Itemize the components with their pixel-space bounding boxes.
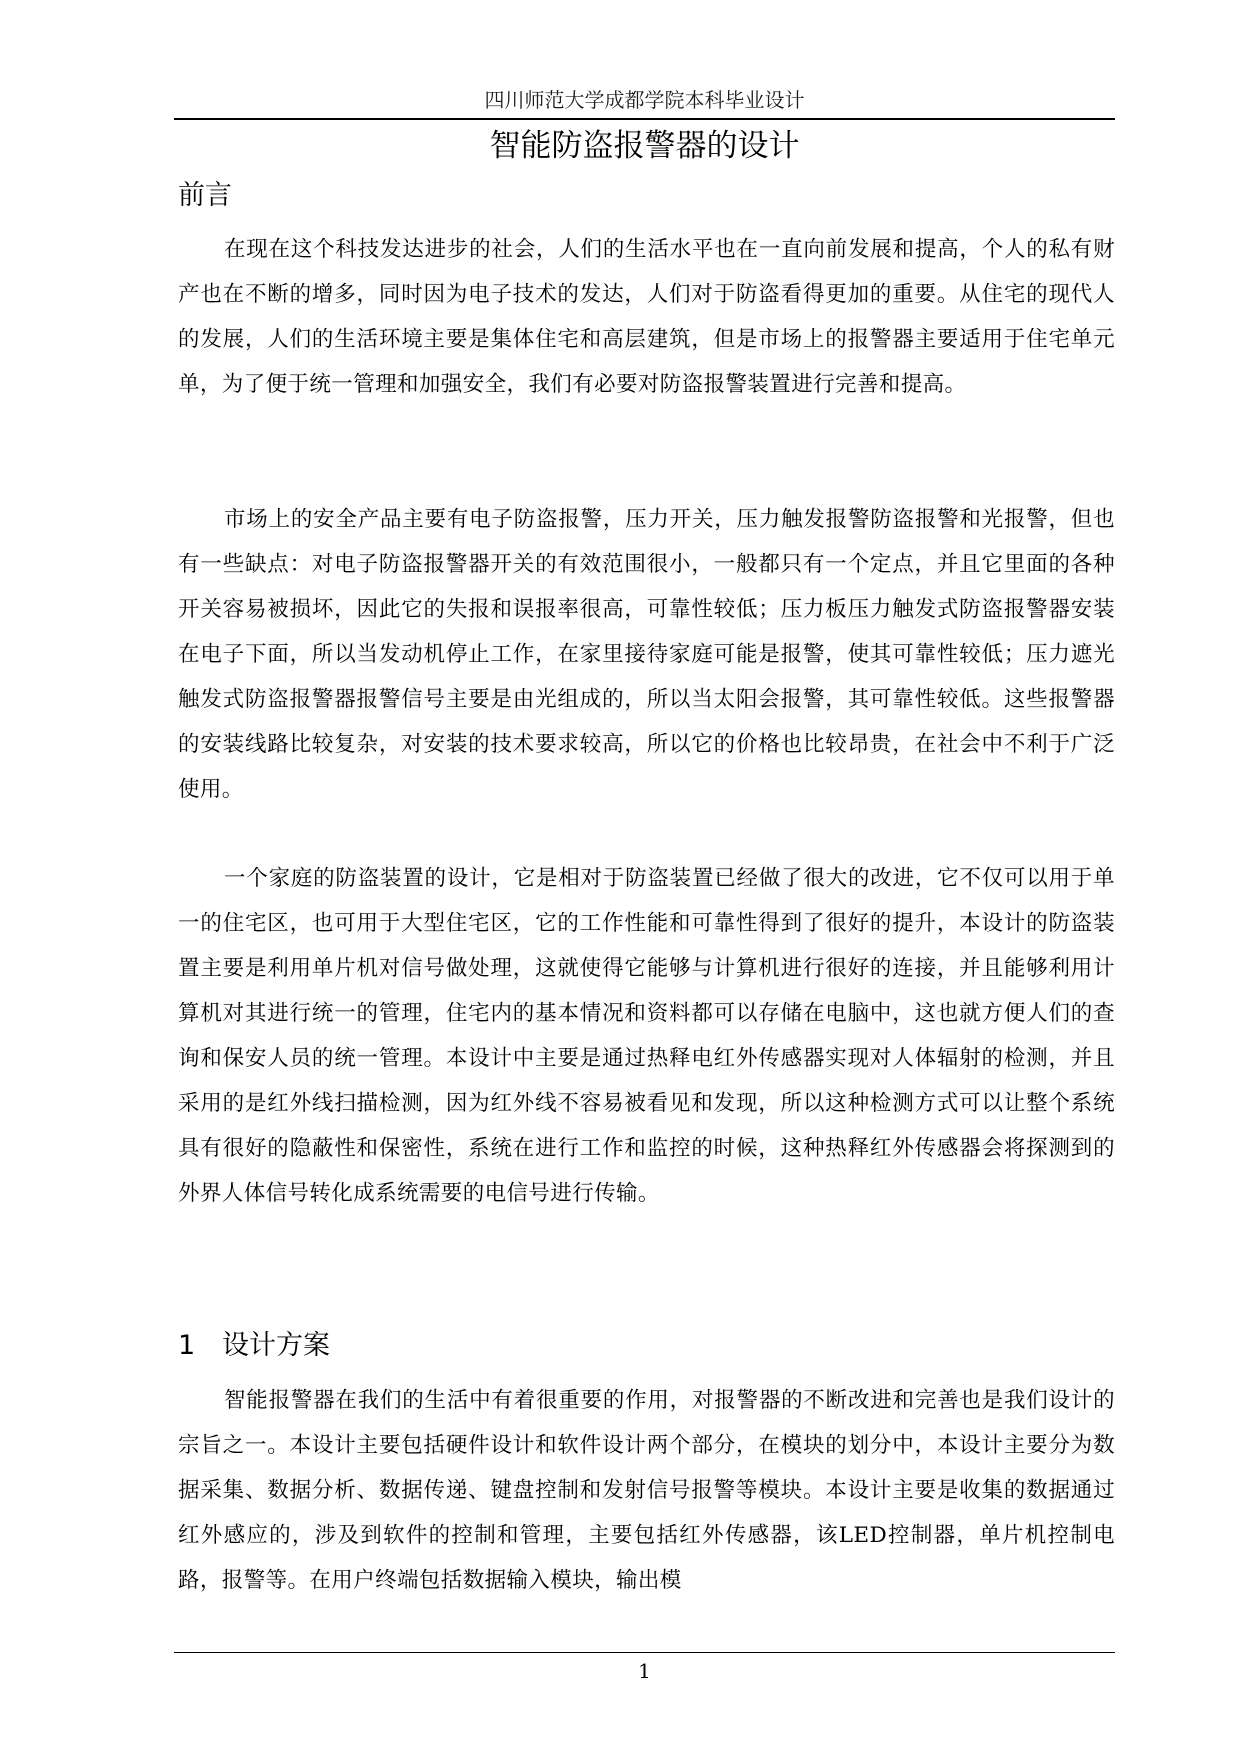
paragraph: 智能报警器在我们的生活中有着很重要的作用，对报警器的不断改进和完善也是我们设计的宗旨之一。本设计主要包括硬件设计和软件设计两个部分，在模块的划分中，本设计主要分为数据采集、数据分析、数据传递、键盘控制和发射信号报警等模块。本设计主要是收集的数据通过红外感应的，涉及到软件的控制和管理，主要包括红外传感器，该LED控制器，单片机控制电路，报警等。在用户终端包括数据输入模块，输出模 [178, 1388, 1115, 1593]
section-heading-text: 设计方案 [222, 1330, 330, 1361]
running-header: 四川师范大学成都学院本科毕业设计 [484, 88, 805, 112]
header-rule [174, 118, 1115, 120]
section-heading-text: 前言 [178, 180, 232, 211]
section-heading-1 [178, 1326, 330, 1366]
section-number: 1 [178, 1330, 196, 1361]
paragraph: 一个家庭的防盗装置的设计，它是相对于防盗装置已经做了很大的改进，它不仅可以用于单一的住宅区，也可用于大型住宅区，它的工作性能和可靠性得到了很好的提升，本设计的防盗装置主要是利用单片机对信号做处理，这就使得它能够与计算机进行很好的连接，并且能够利用计算机对其进行统一的管理，住宅内的基本情况和资料都可以存储在电脑中，这也就方便人们的查询和保安人员的统一管理。本设计中主要是通过热释电红外传感器实现对人体辐射的检测，并且采用的是红外线扫描检测，因为红外线不容易被看见和发现，所以这种检测方式可以让整个系统具有很好的隐蔽性和保密性，系统在进行工作和监控的时候，这种热释红外传感器会将探测到的外界人体信号转化成系统需要的电信号进行传输。 [178, 866, 1115, 1206]
footer-rule [174, 1652, 1115, 1653]
section-heading-preface [178, 176, 232, 216]
paragraph: 市场上的安全产品主要有电子防盗报警，压力开关，压力触发报警防盗报警和光报警，但也有一些缺点：对电子防盗报警器开关的有效范围很小，一般都只有一个定点，并且它里面的各种开关容易被损坏，因此它的失报和误报率很高，可靠性较低；压力板压力触发式防盗报警器安装在电子下面，所以当发动机停止工作，在家里接待家庭可能是报警，使其可靠性较低；压力遮光触发式防盗报警器报警信号主要是由光组成的，所以当太阳会报警，其可靠性较低。这些报警器的安装线路比较复杂，对安装的技术要求较高，所以它的价格也比较昂贵，在社会中不利于广泛使用。 [178, 507, 1115, 802]
paragraph: 在现在这个科技发达进步的社会，人们的生活水平也在一直向前发展和提高，个人的私有财产也在不断的增多，同时因为电子技术的发达，人们对于防盗看得更加的重要。从住宅的现代人的发展，人们的生活环境主要是集体住宅和高层建筑，但是市场上的报警器主要适用于住宅单元单，为了便于统一管理和加强安全，我们有必要对防盗报警装置进行完善和提高。 [178, 237, 1115, 397]
document-title: 智能防盗报警器的设计 [489, 128, 800, 164]
page-number: 1 [638, 1659, 651, 1683]
